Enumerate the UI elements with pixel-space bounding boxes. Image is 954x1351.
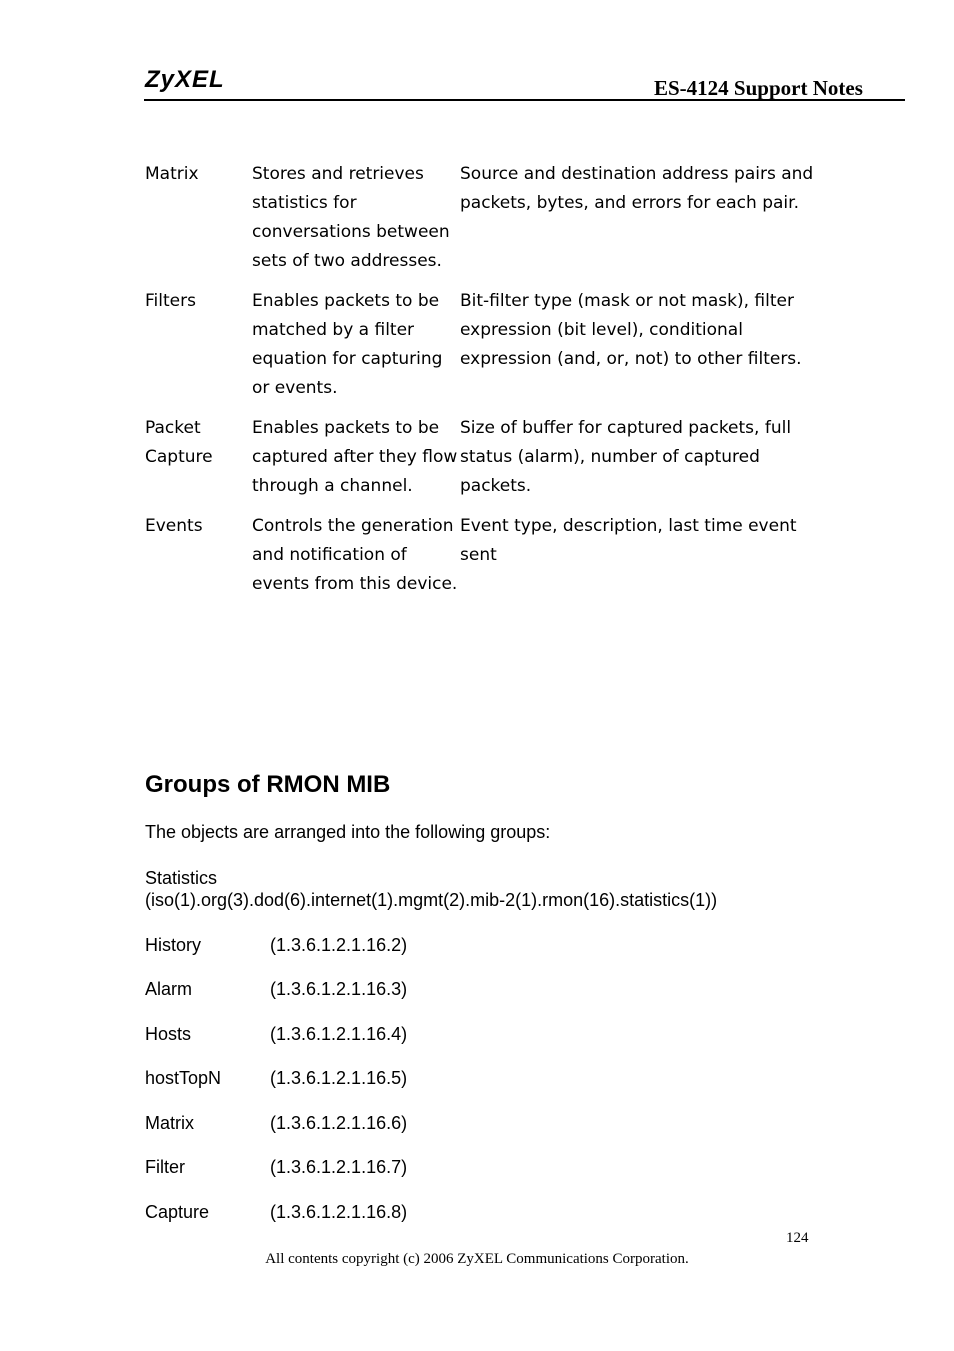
header-title: ES-4124 Support Notes bbox=[654, 76, 863, 100]
group-function-cell: Controls the generation and notification of events from this device. bbox=[252, 516, 458, 594]
statistics-oid: (iso(1).org(3).dod(6).internet(1).mgmt(2).mib-2(1).rmon(16).statistics(1)) bbox=[145, 890, 718, 910]
group-function-cell: Enables packets to be matched by a filter equation for capturing or events. bbox=[252, 291, 443, 398]
group-oid: (1.3.6.1.2.1.16.6) bbox=[270, 1113, 408, 1133]
group-elements-cell: Size of buffer for captured packets, full status (alarm), number of captured packets. bbox=[460, 418, 792, 496]
group-oid: (1.3.6.1.2.1.16.8) bbox=[270, 1202, 408, 1222]
statistics-label: Statistics bbox=[145, 868, 218, 888]
group-name: hostTopN bbox=[145, 1068, 222, 1088]
group-name-cell: Filters bbox=[145, 291, 196, 311]
copyright-footer: All contents copyright (c) 2006 ZyXEL Communications Corporation. bbox=[265, 1251, 689, 1267]
header-rule bbox=[144, 99, 905, 101]
group-oid: (1.3.6.1.2.1.16.4) bbox=[270, 1024, 408, 1044]
group-name: History bbox=[145, 935, 202, 955]
group-oid: (1.3.6.1.2.1.16.7) bbox=[270, 1157, 408, 1177]
group-name-cell: Packet Capture bbox=[145, 418, 213, 467]
group-name-cell: Matrix bbox=[145, 164, 199, 184]
group-name: Alarm bbox=[145, 979, 193, 999]
table-row bbox=[145, 414, 825, 501]
group-row bbox=[145, 1202, 407, 1223]
group-name: Capture bbox=[145, 1202, 210, 1222]
group-row bbox=[145, 935, 407, 956]
group-name: Matrix bbox=[145, 1113, 194, 1133]
group-row bbox=[145, 1113, 407, 1134]
rmon-group-table bbox=[145, 160, 825, 610]
section-heading: Groups of RMON MIB bbox=[145, 771, 391, 798]
page-number: 124 bbox=[786, 1230, 809, 1246]
table-row bbox=[145, 160, 825, 276]
table-row bbox=[145, 512, 825, 599]
group-row bbox=[145, 1068, 407, 1089]
group-name: Hosts bbox=[145, 1024, 192, 1044]
group-function-cell: Stores and retrieves statistics for conversations between sets of two addresses. bbox=[252, 164, 450, 271]
zyxel-logo: ZyXEL bbox=[145, 66, 225, 93]
group-elements-cell: Source and destination address pairs and packets, bytes, and errors for each pair. bbox=[460, 164, 814, 213]
group-row bbox=[145, 1157, 407, 1178]
group-elements-cell: Event type, description, last time event sent bbox=[460, 516, 797, 565]
group-oid: (1.3.6.1.2.1.16.2) bbox=[270, 935, 408, 955]
group-row bbox=[145, 979, 407, 1000]
group-function-cell: Enables packets to be captured after they flow through a channel. bbox=[252, 418, 458, 496]
intro-text: The objects are arranged into the following groups: bbox=[145, 822, 551, 842]
group-name-cell: Events bbox=[145, 516, 203, 536]
group-row bbox=[145, 1024, 407, 1045]
group-name: Filter bbox=[145, 1157, 185, 1177]
table-row bbox=[145, 287, 825, 403]
group-oid: (1.3.6.1.2.1.16.3) bbox=[270, 979, 408, 999]
group-oid: (1.3.6.1.2.1.16.5) bbox=[270, 1068, 408, 1088]
group-elements-cell: Bit-filter type (mask or not mask), filter expression (bit level), conditional expression (and, or, not) to other filters. bbox=[460, 291, 802, 369]
